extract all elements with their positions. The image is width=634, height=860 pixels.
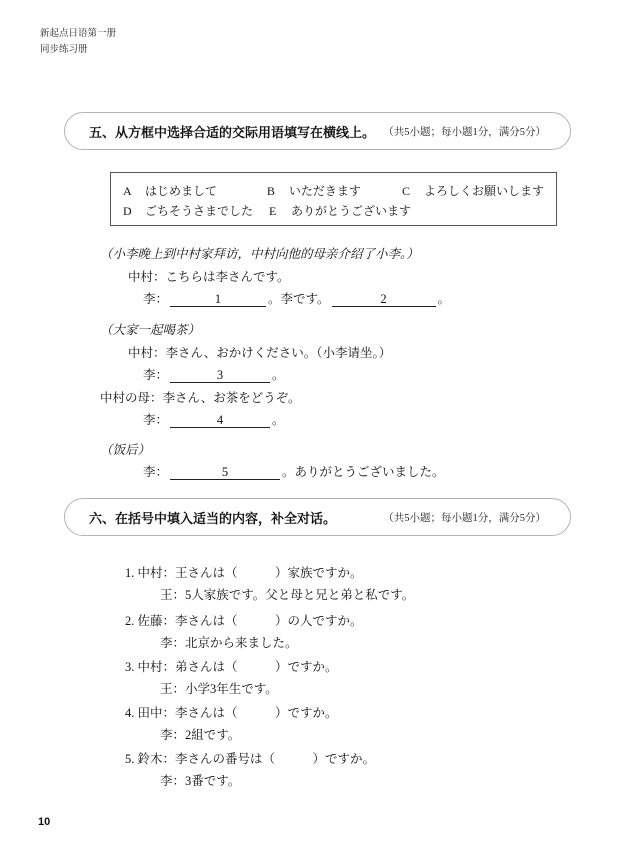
blank-number-3: 3 <box>216 368 224 382</box>
blank-line-4 <box>170 412 270 428</box>
question-line-2: 2. 佐藤：李さんは（ ）の人ですか。 <box>125 614 363 628</box>
option-c: C よろしくお願いします <box>401 183 544 198</box>
section5-title: 五、从方框中选择合适的交际用语填写在横线上。 <box>89 124 376 140</box>
stage-direction-3: （饭后） <box>100 443 151 457</box>
option-b: B いただきます <box>266 183 361 198</box>
question-line-3: 3. 中村：弟さんは（ ）ですか。 <box>125 660 338 674</box>
blank-line-5 <box>170 464 280 480</box>
period: 。 <box>272 413 285 427</box>
speaker-li: 李： <box>143 292 169 306</box>
dialogue-line-li-3 <box>143 367 285 384</box>
question-line-5: 5. 鈴木：李さんの番号は（ ）ですか。 <box>125 752 376 766</box>
stage-direction-1: （小李晚上到中村家拜访，中村向他的母亲介绍了小李。） <box>100 247 419 261</box>
dialogue-line-mother: 中村の母：李さん、お茶をどうぞ。 <box>100 391 301 405</box>
blank-line-2 <box>332 291 436 307</box>
answer-line-2: 李：北京から来ました。 <box>160 636 298 650</box>
dialogue-line-li-5 <box>143 464 445 481</box>
stage-direction-2: （大家一起喝茶） <box>100 323 201 337</box>
blank-number-1: 1 <box>214 292 222 306</box>
doc-header-line1: 新起点日语第一册 <box>40 28 117 39</box>
page-number: 10 <box>38 816 51 828</box>
options-row-2 <box>123 200 544 220</box>
options-row-1 <box>123 180 544 200</box>
doc-header-line2: 同步练习册 <box>40 44 88 55</box>
dialogue-line-nakamura-1: 中村：こちらは李さんです。 <box>128 270 290 284</box>
blank-line-3 <box>170 367 270 383</box>
section5-points: （共5小题；每小题1分，满分5分） <box>383 126 546 138</box>
section6-header <box>64 498 571 536</box>
dialogue-line-li-4 <box>143 412 285 429</box>
dialogue-line-nakamura-2: 中村：李さん、おかけください。（小李请坐。） <box>128 346 392 360</box>
dialogue-suffix-text: 。ありがとうございました。 <box>282 465 445 479</box>
answer-line-1: 王：5人家族です。父と母と兄と弟と私です。 <box>160 588 415 602</box>
speaker-li: 李： <box>143 413 169 427</box>
question-line-1: 1. 中村：王さんは（ ）家族ですか。 <box>125 566 363 580</box>
answer-line-5: 李：3番です。 <box>160 774 241 788</box>
option-d: D ごちそうさまでした <box>123 203 254 218</box>
options-box <box>110 172 557 226</box>
speaker-li: 李： <box>143 368 169 382</box>
blank-line-1 <box>170 291 266 307</box>
blank-number-2: 2 <box>380 292 387 306</box>
question-line-4: 4. 田中：李さんは（ ）ですか。 <box>125 706 338 720</box>
answer-line-3: 王：小学3年生です。 <box>160 682 278 696</box>
doc-header <box>40 26 116 58</box>
section6-points: （共5小题；每小题1分，满分5分） <box>383 512 546 524</box>
option-a: A はじめまして <box>123 183 218 198</box>
dialogue-mid-text: 。李です。 <box>268 292 330 306</box>
period: 。 <box>272 368 285 382</box>
blank-number-5: 5 <box>221 465 229 479</box>
answer-line-4: 李：2組です。 <box>160 728 241 742</box>
section5-header <box>64 112 571 150</box>
dialogue-line-li-1 <box>143 291 450 308</box>
blank-number-4: 4 <box>216 413 224 427</box>
speaker-li: 李： <box>143 465 169 479</box>
period: 。 <box>437 292 451 306</box>
option-e: E ありがとうございます <box>269 203 412 218</box>
section6-title: 六、在括号中填入适当的内容，补全对话。 <box>89 510 337 526</box>
